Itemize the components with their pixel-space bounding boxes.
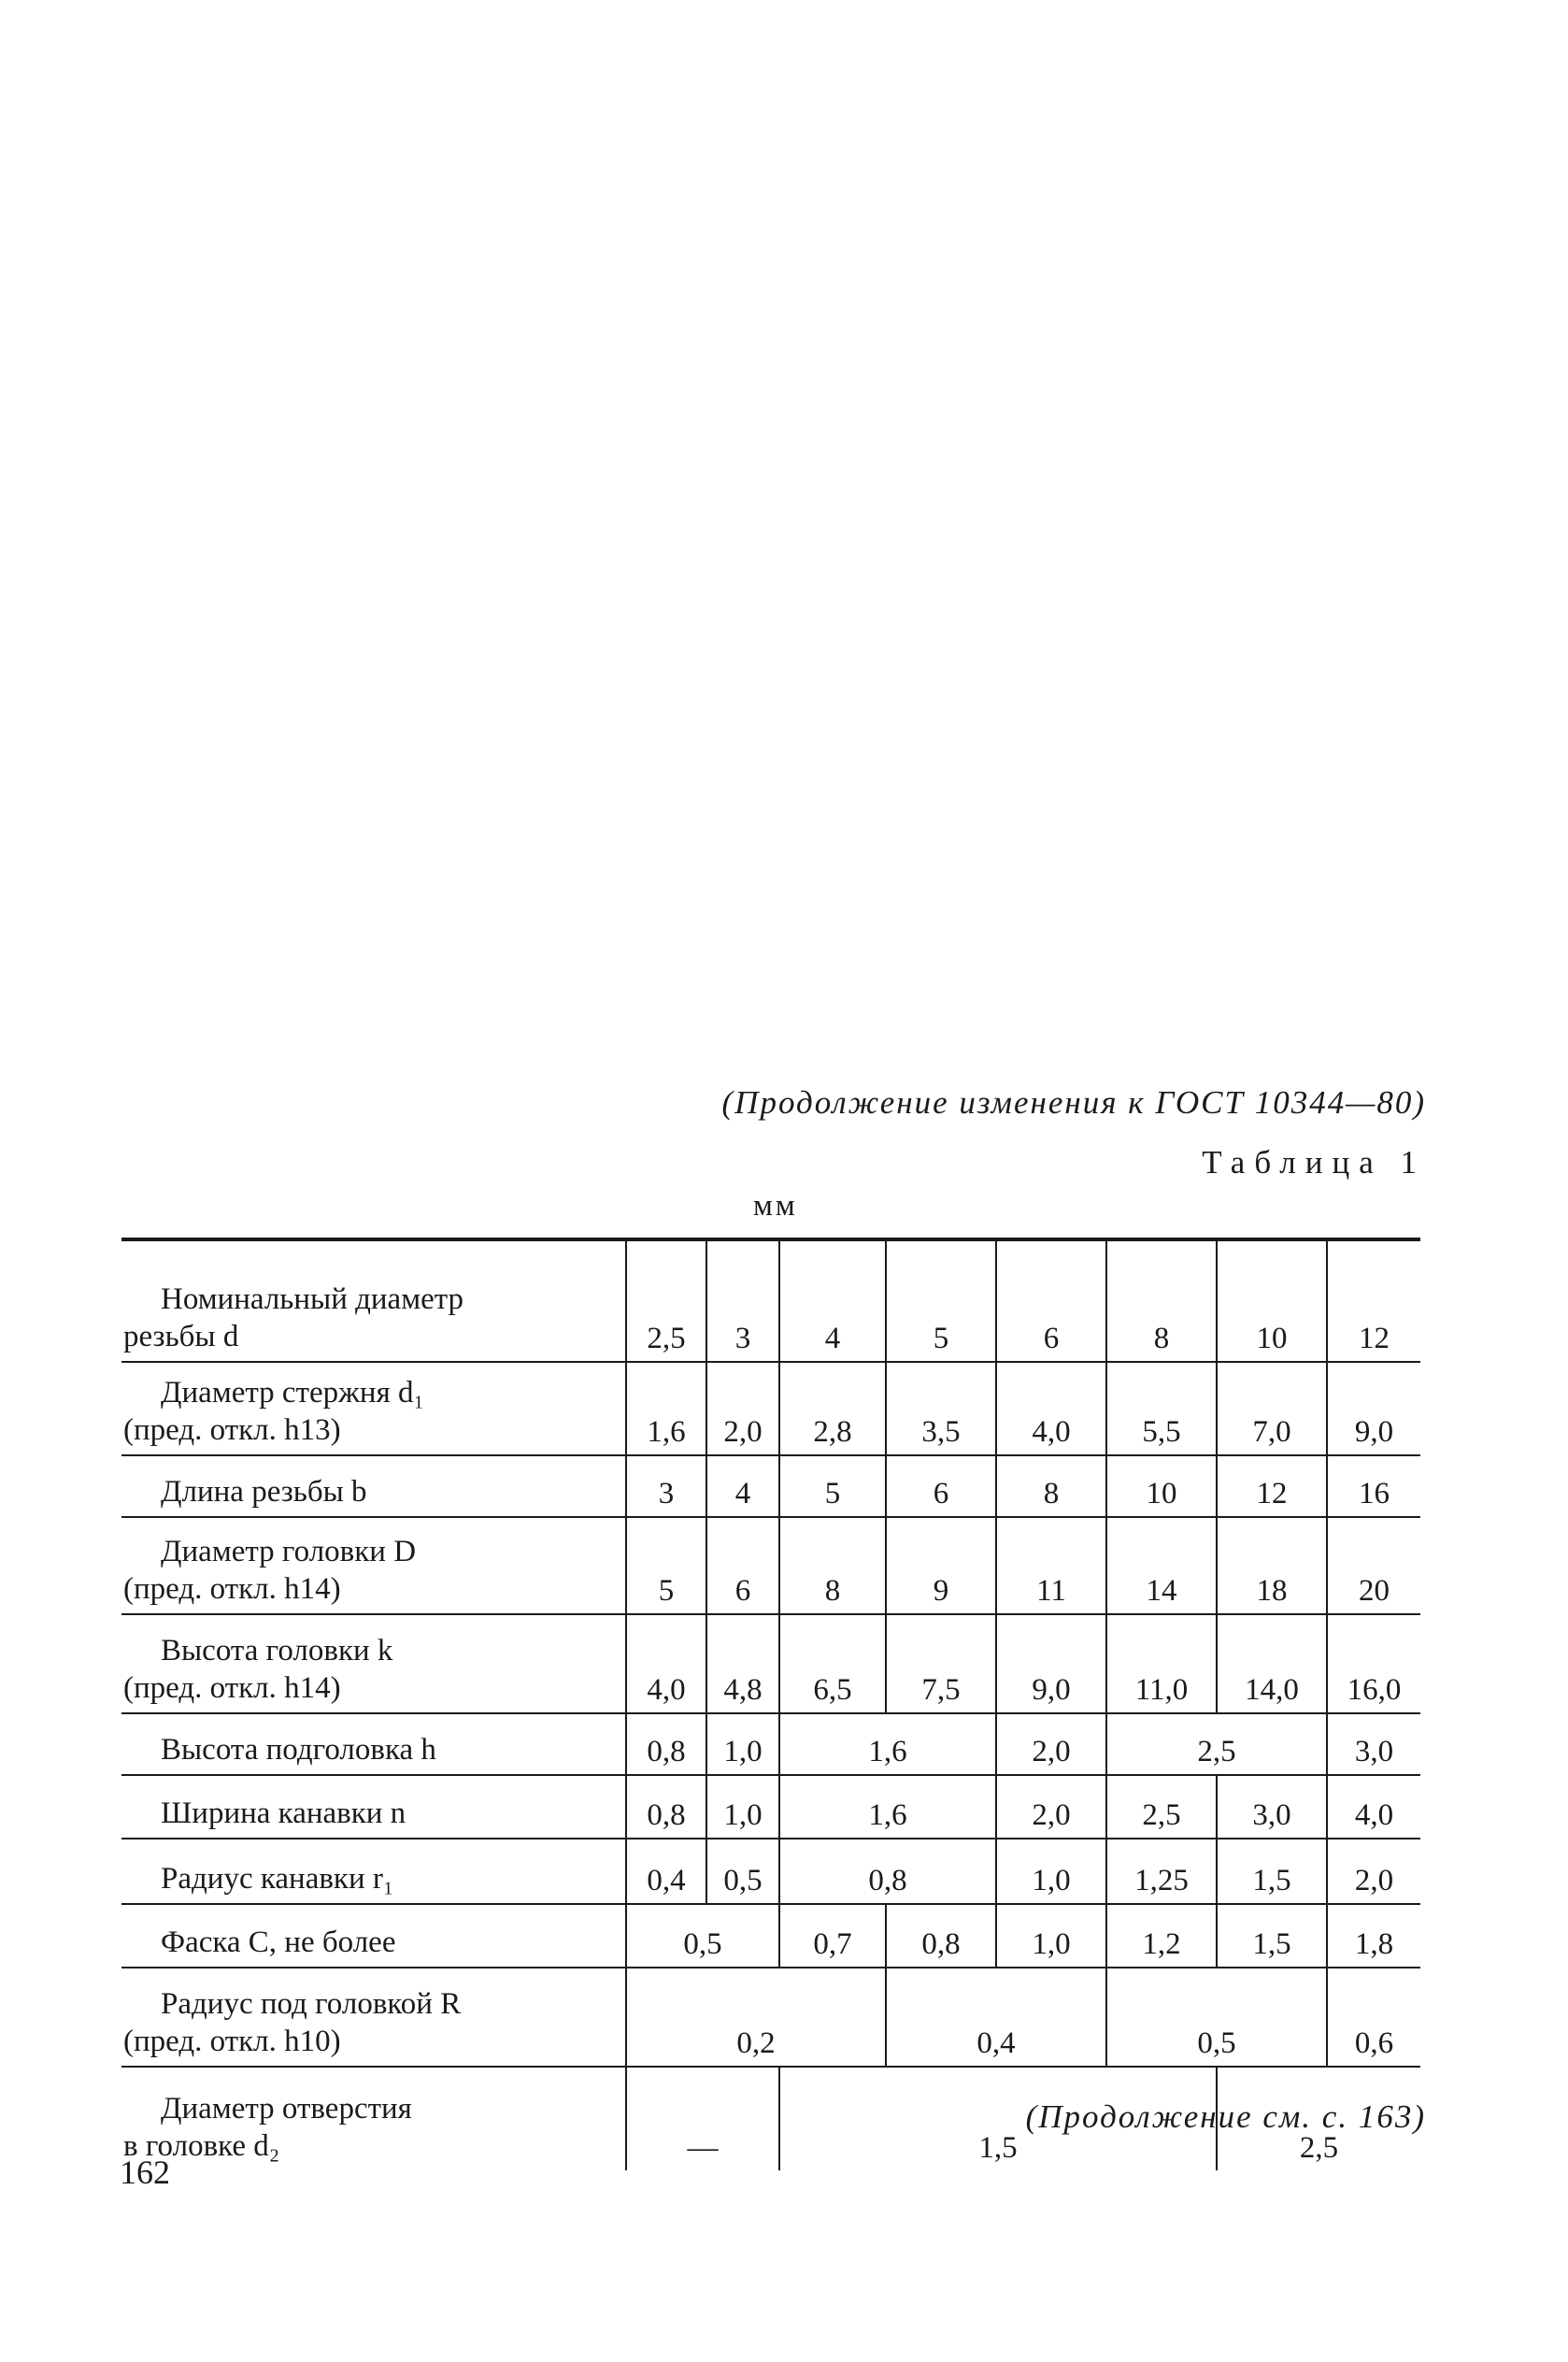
table-row — [121, 1517, 1420, 1614]
table-cell: 0,2 — [626, 1968, 886, 2067]
table-cell: 1,6 — [779, 1775, 996, 1839]
table-cell: 5 — [886, 1239, 996, 1362]
row-label: Диаметр отверстия в головке d₂ — [121, 2067, 626, 2170]
row-label: Высота подголовка h — [121, 1713, 626, 1775]
table-cell: 6 — [886, 1455, 996, 1517]
table-cell: 0,8 — [779, 1839, 996, 1904]
row-label: Радиус под головкой R (пред. откл. h10) — [121, 1968, 626, 2067]
continuation-note: (Продолжение см. с. 163) — [1025, 2098, 1426, 2135]
table-cell: 1,8 — [1327, 1904, 1420, 1968]
table-cell: 20 — [1327, 1517, 1420, 1614]
table-row — [121, 1904, 1420, 1968]
table-cell: 16,0 — [1327, 1614, 1420, 1713]
table-cell: 1,25 — [1106, 1839, 1217, 1904]
table-cell: 0,5 — [626, 1904, 779, 1968]
table-cell: 1,0 — [706, 1713, 779, 1775]
table-cell: 1,5 — [779, 2067, 1217, 2170]
table-row — [121, 1775, 1420, 1839]
table-cell: 4,0 — [1327, 1775, 1420, 1839]
table-cell: 6 — [996, 1239, 1106, 1362]
table-cell: 0,5 — [706, 1839, 779, 1904]
table-cell: 11,0 — [1106, 1614, 1217, 1713]
table-cell: 0,4 — [626, 1839, 706, 1904]
table-cell: 2,5 — [1106, 1775, 1217, 1839]
table-cell: 9 — [886, 1517, 996, 1614]
table-cell: 10 — [1106, 1455, 1217, 1517]
row-label: Фаска C, не более — [121, 1904, 626, 1968]
table-cell: 2,5 — [626, 1239, 706, 1362]
table-cell: 9,0 — [996, 1614, 1106, 1713]
row-label: Диаметр стержня d₁ (пред. откл. h13) — [121, 1362, 626, 1455]
table-cell: 12 — [1327, 1239, 1420, 1362]
table-cell: 0,8 — [886, 1904, 996, 1968]
table-row — [121, 1239, 1420, 1362]
table-cell: 9,0 — [1327, 1362, 1420, 1455]
amendment-header-note: (Продолжение изменения к ГОСТ 10344—80) — [721, 1084, 1426, 1121]
table-row — [121, 1713, 1420, 1775]
table-cell: 1,0 — [706, 1775, 779, 1839]
table-cell: 12 — [1217, 1455, 1327, 1517]
table-cell: 1,0 — [996, 1839, 1106, 1904]
table-cell: 0,8 — [626, 1775, 706, 1839]
row-label: Номинальный диаметр резьбы d — [121, 1239, 626, 1362]
table-cell: 1,2 — [1106, 1904, 1217, 1968]
table-row — [121, 1455, 1420, 1517]
table-cell: 0,5 — [1106, 1968, 1327, 2067]
table-cell: 5 — [626, 1517, 706, 1614]
table-cell: 0,6 — [1327, 1968, 1420, 2067]
table-cell: 2,0 — [996, 1713, 1106, 1775]
table-cell: 5,5 — [1106, 1362, 1217, 1455]
table-cell: 4 — [779, 1239, 886, 1362]
table-cell: 0,7 — [779, 1904, 886, 1968]
table-cell: 3,0 — [1217, 1775, 1327, 1839]
table-row — [121, 1362, 1420, 1455]
table-row — [121, 1614, 1420, 1713]
table-cell: 2,8 — [779, 1362, 886, 1455]
table-cell: 16 — [1327, 1455, 1420, 1517]
table-cell: 1,5 — [1217, 1839, 1327, 1904]
table-cell: 2,0 — [996, 1775, 1106, 1839]
table-cell: 6 — [706, 1517, 779, 1614]
table-cell: 2,0 — [706, 1362, 779, 1455]
table-cell: 1,0 — [996, 1904, 1106, 1968]
table-cell: 18 — [1217, 1517, 1327, 1614]
table-cell: 6,5 — [779, 1614, 886, 1713]
table-cell: 3,5 — [886, 1362, 996, 1455]
table-cell: 8 — [1106, 1239, 1217, 1362]
unit-label: мм — [753, 1189, 798, 1223]
page-number: 162 — [120, 2154, 170, 2191]
table-cell: 4,0 — [626, 1614, 706, 1713]
dimensions-table — [121, 1232, 1420, 2170]
table-row — [121, 1839, 1420, 1904]
table-cell: 7,0 — [1217, 1362, 1327, 1455]
table-cell: — — [626, 2067, 779, 2170]
row-label: Длина резьбы b — [121, 1455, 626, 1517]
row-label: Ширина канавки n — [121, 1775, 626, 1839]
table-cell: 4,8 — [706, 1614, 779, 1713]
table-cell: 3 — [626, 1455, 706, 1517]
table-cell: 3,0 — [1327, 1713, 1420, 1775]
table-cell: 4,0 — [996, 1362, 1106, 1455]
table-cell: 7,5 — [886, 1614, 996, 1713]
table-cell: 4 — [706, 1455, 779, 1517]
row-label: Диаметр головки D (пред. откл. h14) — [121, 1517, 626, 1614]
table-row — [121, 1968, 1420, 2067]
table-label: Таблица 1 — [1202, 1144, 1426, 1181]
table-cell: 1,6 — [779, 1713, 996, 1775]
table-cell: 10 — [1217, 1239, 1327, 1362]
table-top-rule — [121, 1232, 1420, 1239]
table-cell: 14,0 — [1217, 1614, 1327, 1713]
table-cell: 0,8 — [626, 1713, 706, 1775]
table-cell: 2,0 — [1327, 1839, 1420, 1904]
table-cell: 11 — [996, 1517, 1106, 1614]
table-cell: 8 — [996, 1455, 1106, 1517]
table-cell: 14 — [1106, 1517, 1217, 1614]
table-cell: 1,5 — [1217, 1904, 1327, 1968]
table-cell: 2,5 — [1106, 1713, 1327, 1775]
table-cell: 5 — [779, 1455, 886, 1517]
row-label: Высота головки k (пред. откл. h14) — [121, 1614, 626, 1713]
table-cell: 2,5 — [1217, 2067, 1420, 2170]
row-label: Радиус канавки r₁ — [121, 1839, 626, 1904]
table-cell: 3 — [706, 1239, 779, 1362]
table-cell: 8 — [779, 1517, 886, 1614]
table-cell: 0,4 — [886, 1968, 1106, 2067]
table-cell: 1,6 — [626, 1362, 706, 1455]
